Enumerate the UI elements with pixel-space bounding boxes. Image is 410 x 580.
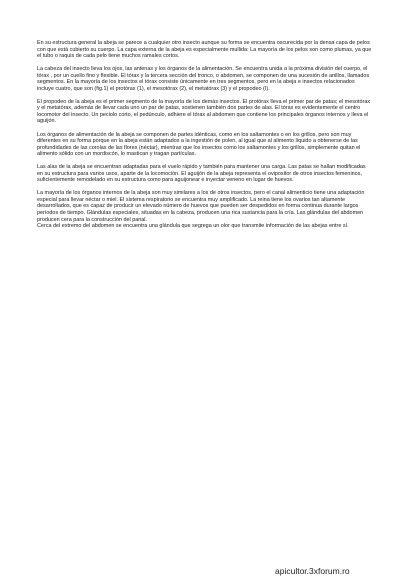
paragraph-structure: En su estructura general la abeja se parece a cualquier otro insecto aunque su forma se encuentra oscurecida por la densa capa de pelos con que está cubierto su cuerpo. La capa externa de la abeja es especialmente mullida: La mayoría de los pelos son como plumas, ya que el tubo o raquis de cada pelo tiene muchos ramales cortos. [37, 40, 372, 60]
paragraph-propodeum: El propodeo de la abeja es el primer segmento de la mayoría de los demás insectos. El protórax lleva el primer par de patas; el mesotórax y el metatórax, además de llevar cada uno un par de patas, sostienen también dos partes de alas. El tórax es evidentemente el centro locomotor del insecto. Un peciolo corto, el pedúnculo, adhiere el tórax al abdomen que contiene los principales órganos internos y lleva el aguijón. [37, 98, 371, 125]
paragraph-feeding-organs: Los órganos de alimentación de la abeja se componen de partes idénticas, como en los saltamontes o en los grillos, pero son muy diferentes en su forma porque en la abeja están adaptados a la ingestión de polen, al igual que al alimento líquido a obtenerse de las profundidades de las corolas de las flores (néctar), mientras que los insectos como los saltamontes y los grillos, simplemente quitan el alimento sólido con un mordiscón, lo mastican y tragan partículas. [37, 131, 361, 158]
footer-site-name: apicultor.3xforum.ro [275, 566, 350, 576]
paragraph-wings-sting: Las alas de la abeja se encuentran adaptadas para el vuelo rápido y también para mantener una carga. Las patas se hallan modificadas en su estructura para varios usos, aparte de la locomoción. El aguijón de la abeja representa el ovipositor de otros insectos femeninos, suficientemente remodelado en su estructura como para aguijonear e inyectar veneno en lugar de huevos. [37, 164, 366, 184]
paragraph-scent-gland: Cerca del extremo del abdomen se encuentra una glándula que segrega un olor que transmite información de las abejas entre sí. [37, 223, 349, 230]
paragraph-internal-organs: La mayoría de los órganos internos de la abeja son muy similares a los de otros insectos, pero el canal alimenticio tiene una adaptación especial para llevar néctar o miel. El sistema respiratorio se encuentra muy amplificado. La reina tiene los ovarios tan altamente desarrollados, que es capaz de producir un elevado número de huevos que pueden ser despedidos en forma continua durante largos períodos de tiempo. Glándulas especiales, situadas en la cabeza, producen una rica sustancia para la cría. Las glándulas del abdomen producen cera para la construcción del panal. [37, 190, 365, 223]
document-body [37, 40, 373, 236]
paragraph-head-thorax: La cabeza del insecto lleva los ojos, las antenas y los órganos de la alimentación. Se encuentra unida a la próxima división del cuerpo, el tórax , por un cuello fino y flexible. El tórax y la tercera sección del tronco, o abdomen, se componen de una sucesión de anillos, llamados segmentos. En la mayoría de los insectos el tórax consiste únicamente en tres segmentos, pero en la abeja e insectos relacionados incluye cuatro, que son (fig.1) el protórax (1), el mesotórax (2), el metatórax (3) y el propodeo (I). [37, 66, 370, 92]
